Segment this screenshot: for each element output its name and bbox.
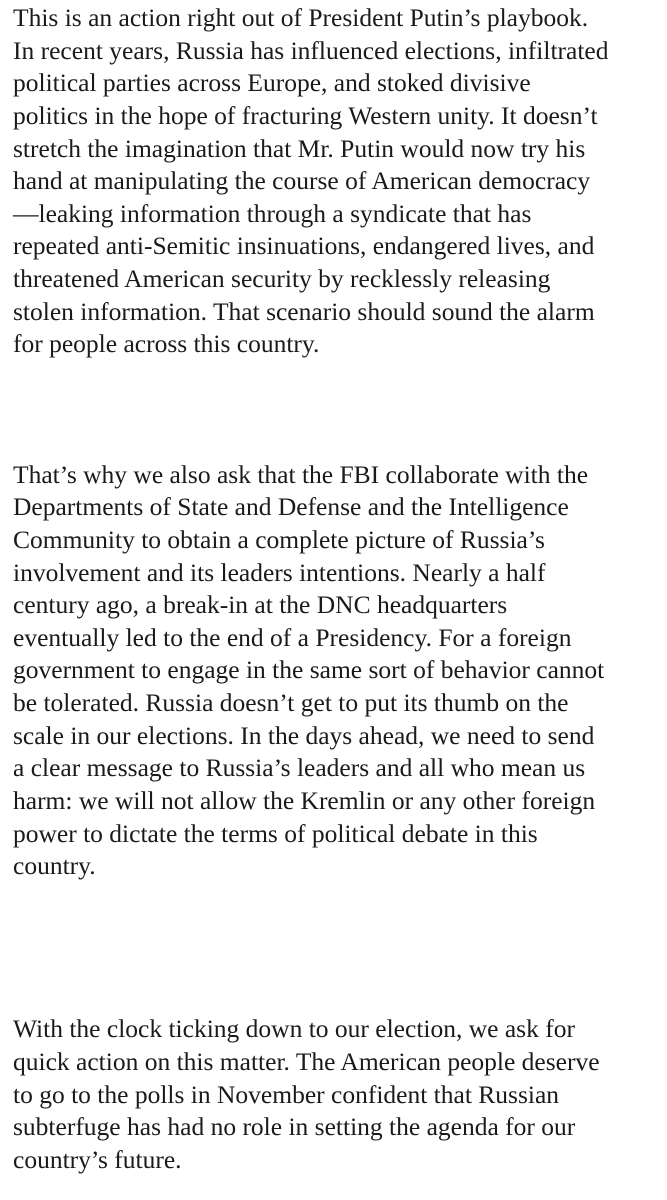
text-line: In recent years, Russia has influenced elections, infiltrated [13,36,609,65]
text-line: a clear message to Russia’s leaders and all who mean us [13,753,586,782]
text-line: eventually led to the end of a Presidency. For a foreign [13,623,572,652]
text-line: —leaking information through a syndicate that has [13,199,532,228]
text-line: be tolerated. Russia doesn’t get to put its thumb on the [13,688,569,717]
text-line: That’s why we also ask that the FBI collaborate with the [13,460,589,489]
text-line: Community to obtain a complete picture of Russia’s [13,525,545,554]
text-line: This is an action right out of President Putin’s playbook. [13,3,589,32]
text-line: involvement and its leaders intentions. Nearly a half [13,558,546,587]
text-line: political parties across Europe, and stoked divisive [13,68,531,97]
text-line: stolen information. That scenario should sound the alarm [13,297,595,326]
text-line: power to dictate the terms of political debate in this [13,819,538,848]
text-line: to go to the polls in November confident that Russian [13,1080,560,1109]
text-line: scale in our elections. In the days ahead, we need to send [13,721,595,750]
text-line: hand at manipulating the course of American democracy [13,166,591,195]
text-line: With the clock ticking down to our election, we ask for [13,1014,575,1043]
text-line: country. [13,851,96,880]
text-line: quick action on this matter. The American people deserve [13,1047,600,1076]
text-line: politics in the hope of fracturing Western unity. It doesn’t [13,101,598,130]
text-line: government to engage in the same sort of behavior cannot [13,655,605,684]
text-line: repeated anti-Semitic insinuations, endangered lives, and [13,231,595,260]
text-line: for people across this country. [13,329,320,358]
text-line: century ago, a break-in at the DNC headquarters [13,590,508,619]
text-line: Departments of State and Defense and the Intelligence [13,492,569,521]
text-line: threatened American security by recklessly releasing [13,264,551,293]
text-line: subterfuge has had no role in setting the agenda for our [13,1112,576,1141]
text-line: country’s future. [13,1145,182,1174]
text-line: stretch the imagination that Mr. Putin would now try his [13,134,586,163]
text-line: harm: we will not allow the Kremlin or any other foreign [13,786,596,815]
